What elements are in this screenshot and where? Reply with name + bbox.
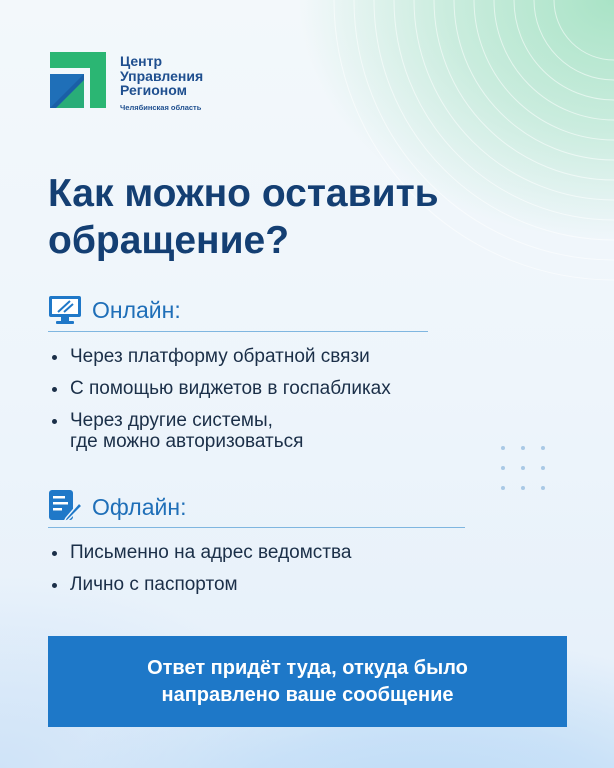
list-item: Через платформу обратной связи bbox=[48, 346, 391, 367]
page-title bbox=[48, 170, 439, 264]
monitor-icon bbox=[48, 293, 82, 327]
offline-divider bbox=[48, 527, 465, 528]
online-divider bbox=[48, 331, 428, 332]
cur-logo-mark bbox=[50, 52, 106, 108]
logo-text-line-3: Регионом bbox=[120, 82, 187, 98]
document-pen-icon bbox=[48, 489, 82, 525]
page-title-line-2: обращение? bbox=[48, 219, 290, 262]
logo bbox=[50, 52, 203, 112]
offline-label: Офлайн: bbox=[92, 493, 187, 520]
banner-text bbox=[147, 655, 468, 709]
list-item: Лично с паспортом bbox=[48, 574, 351, 595]
list-item-line-2: где можно авторизоваться bbox=[70, 431, 304, 452]
online-section-header bbox=[48, 293, 181, 327]
banner-line-1: Ответ придёт туда, откуда было bbox=[147, 656, 468, 679]
answer-banner bbox=[48, 636, 567, 727]
logo-text-line-2: Управления bbox=[120, 67, 204, 84]
offline-section-header bbox=[48, 489, 186, 525]
list-item-line-1: Через другие системы, bbox=[70, 410, 273, 431]
page-title-line-1: Как можно оставить bbox=[48, 172, 439, 215]
online-list bbox=[48, 346, 391, 452]
list-item: С помощью виджетов в госпабликах bbox=[48, 378, 391, 399]
logo-subtitle: Челябинская область bbox=[120, 102, 202, 112]
banner-line-2: направлено ваше сообщение bbox=[161, 683, 454, 706]
logo-text-line-1: Центр bbox=[120, 53, 163, 69]
list-item bbox=[48, 410, 391, 452]
list-item: Письменно на адрес ведомства bbox=[48, 542, 351, 563]
offline-list bbox=[48, 542, 351, 606]
online-label: Онлайн: bbox=[92, 296, 181, 323]
